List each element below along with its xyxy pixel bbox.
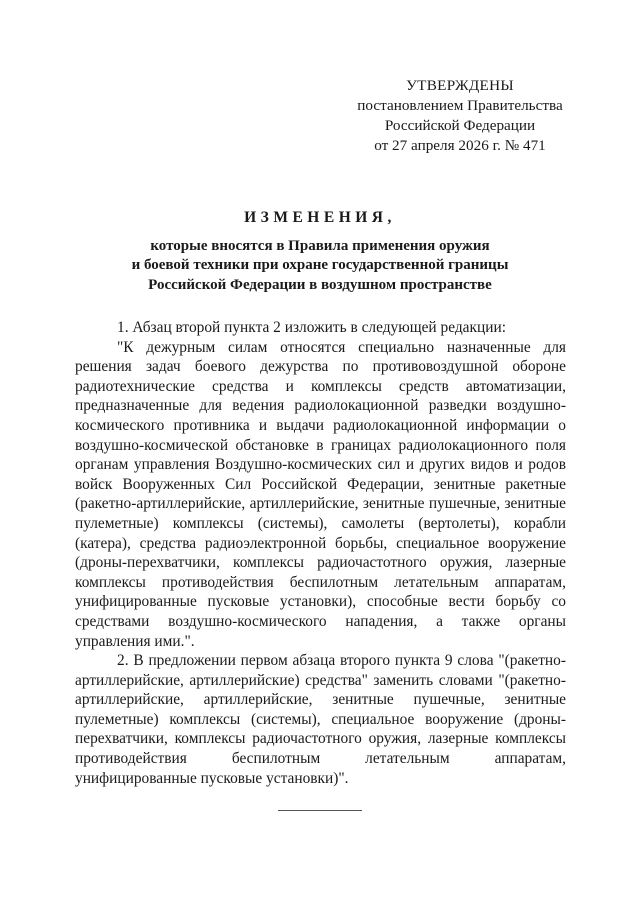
end-separator-line xyxy=(278,810,362,811)
document-title: ИЗМЕНЕНИЯ, xyxy=(244,209,396,226)
approval-title: УТВЕРЖДЕНЫ xyxy=(406,77,514,94)
approval-line-3: от 27 апреля 2026 г. № 471 xyxy=(374,137,546,154)
heading-line-1: которые вносятся в Правила применения оружия xyxy=(150,237,490,254)
approval-line-1: постановлением Правительства xyxy=(357,97,563,114)
approval-line-2: Российской Федерации xyxy=(384,117,536,134)
heading-line-3: Российской Федерации в воздушном пространстве xyxy=(148,276,492,293)
paragraph-1: 1. Абзац второй пункта 2 изложить в следующей редакции: xyxy=(117,319,506,336)
paragraph-2: "К дежурным силам относятся специально назначенные для решения задач боевого дежурства по противовоздушной обороне радиотехнические средства и комплексы средств автоматизации, предназначенные для ведения радиолокационной разведки воздушно-космического противника и выдачи радиолокационной информации о воздушно-космической обстановке в границах радиолокационного поля органам управления Воздушно-космических сил и других видов и родов войск Вооруженных Сил Российской Федерации, зенитные ракетные (ракетно-артиллерийские, артиллерийские, зенитные пушечные, зенитные пулеметные) комплексы (системы), самолеты (вертолеты), корабли (катера), средства радиоэлектронной борьбы, специальное вооружение (дроны-перехватчики, комплексы радиочастотного оружия, лазерные комплексы противодействия беспилотным летательным аппаратам, унифицированные пусковые установки), способные вести борьбу со средствами воздушно-космического нападения, а также органы управления ими.". xyxy=(75,338,566,650)
paragraph-3: 2. В предложении первом абзаца второго пункта 9 слова "(ракетно-артиллерийские, артиллерийские) средства" заменить словами "(ракетно-артиллерийские, артиллерийские, зенитные пушечные, зенитные пулеметные) комплексы (системы), специальное вооружение (дроны-перехватчики, комплексы радиочастотного оружия, лазерные комплексы противодействия беспилотным летательным аппаратам, унифицированные пусковые установки)". xyxy=(75,652,566,787)
document-body xyxy=(75,318,566,788)
heading-line-2: и боевой техники при охране государственной границы xyxy=(131,257,509,273)
approval-block xyxy=(340,76,580,156)
document-heading xyxy=(60,208,580,295)
